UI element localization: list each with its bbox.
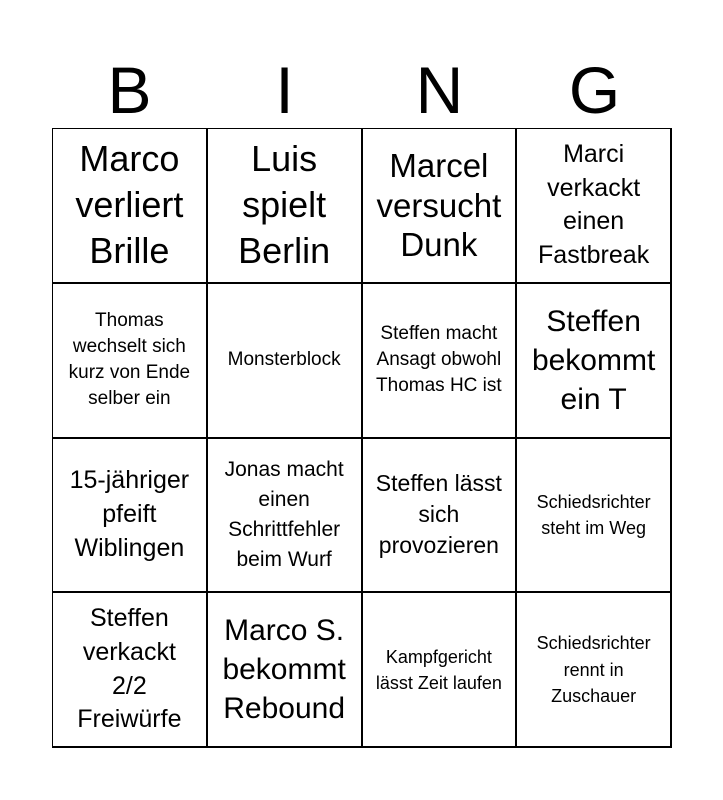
cell-text: Marcel versucht Dunk [376, 146, 502, 264]
bingo-cell-r1-c0[interactable] [53, 284, 208, 439]
header-letter-g: G [568, 53, 621, 127]
bingo-cell-r1-c3[interactable] [517, 284, 672, 439]
bingo-cell-r2-c3[interactable] [517, 439, 672, 594]
bingo-cell-r0-c2[interactable] [363, 129, 518, 284]
header-letter-n: N [415, 53, 464, 127]
bingo-cell-r3-c1[interactable] [208, 593, 363, 748]
cell-text: 15-jähriger pfeift Wiblingen [69, 466, 190, 562]
cell-text: Kampfgericht lässt Zeit laufen [375, 646, 502, 693]
header-letter-i: I [275, 53, 294, 127]
bingo-cell-r0-c0[interactable] [53, 129, 208, 284]
cell-text: Marco S. bekommt Rebound [222, 614, 346, 726]
header-letter-b: B [107, 53, 152, 127]
bingo-header [52, 52, 672, 128]
cell-text: Marco verliert Brille [75, 138, 184, 272]
cell-text: Marci verkackt einen Fastbreak [538, 139, 650, 270]
bingo-cell-r3-c0[interactable] [53, 593, 208, 748]
cell-text: Thomas wechselt sich kurz von Ende selber ein [68, 309, 191, 410]
cell-text: Schiedsrichter rennt in Zuschauer [536, 633, 651, 706]
cell-text: Steffen macht Ansagt obwohl Thomas HC ist [376, 322, 502, 397]
bingo-cell-r1-c1[interactable] [208, 284, 363, 439]
bingo-cell-r3-c3[interactable] [517, 593, 672, 748]
bingo-cell-r2-c1[interactable] [208, 439, 363, 594]
cell-text: Jonas macht einen Schrittfehler beim Wurf [224, 458, 344, 571]
bingo-cell-r2-c2[interactable] [363, 439, 518, 594]
cell-text: Schiedsrichter steht im Weg [536, 491, 651, 538]
cell-text: Monsterblock [227, 349, 341, 371]
bingo-board [52, 128, 672, 748]
cell-text: Steffen bekommt ein T [531, 304, 656, 416]
bingo-cell-r1-c2[interactable] [363, 284, 518, 439]
cell-text: Luis spielt Berlin [238, 138, 331, 272]
bingo-cell-r3-c2[interactable] [363, 593, 518, 748]
cell-text: Steffen verkackt 2/2 Freiwürfe [77, 604, 182, 734]
cell-text: Steffen lässt sich provozieren [375, 470, 502, 559]
bingo-cell-r0-c3[interactable] [517, 129, 672, 284]
bingo-cell-r2-c0[interactable] [53, 439, 208, 594]
bingo-cell-r0-c1[interactable] [208, 129, 363, 284]
